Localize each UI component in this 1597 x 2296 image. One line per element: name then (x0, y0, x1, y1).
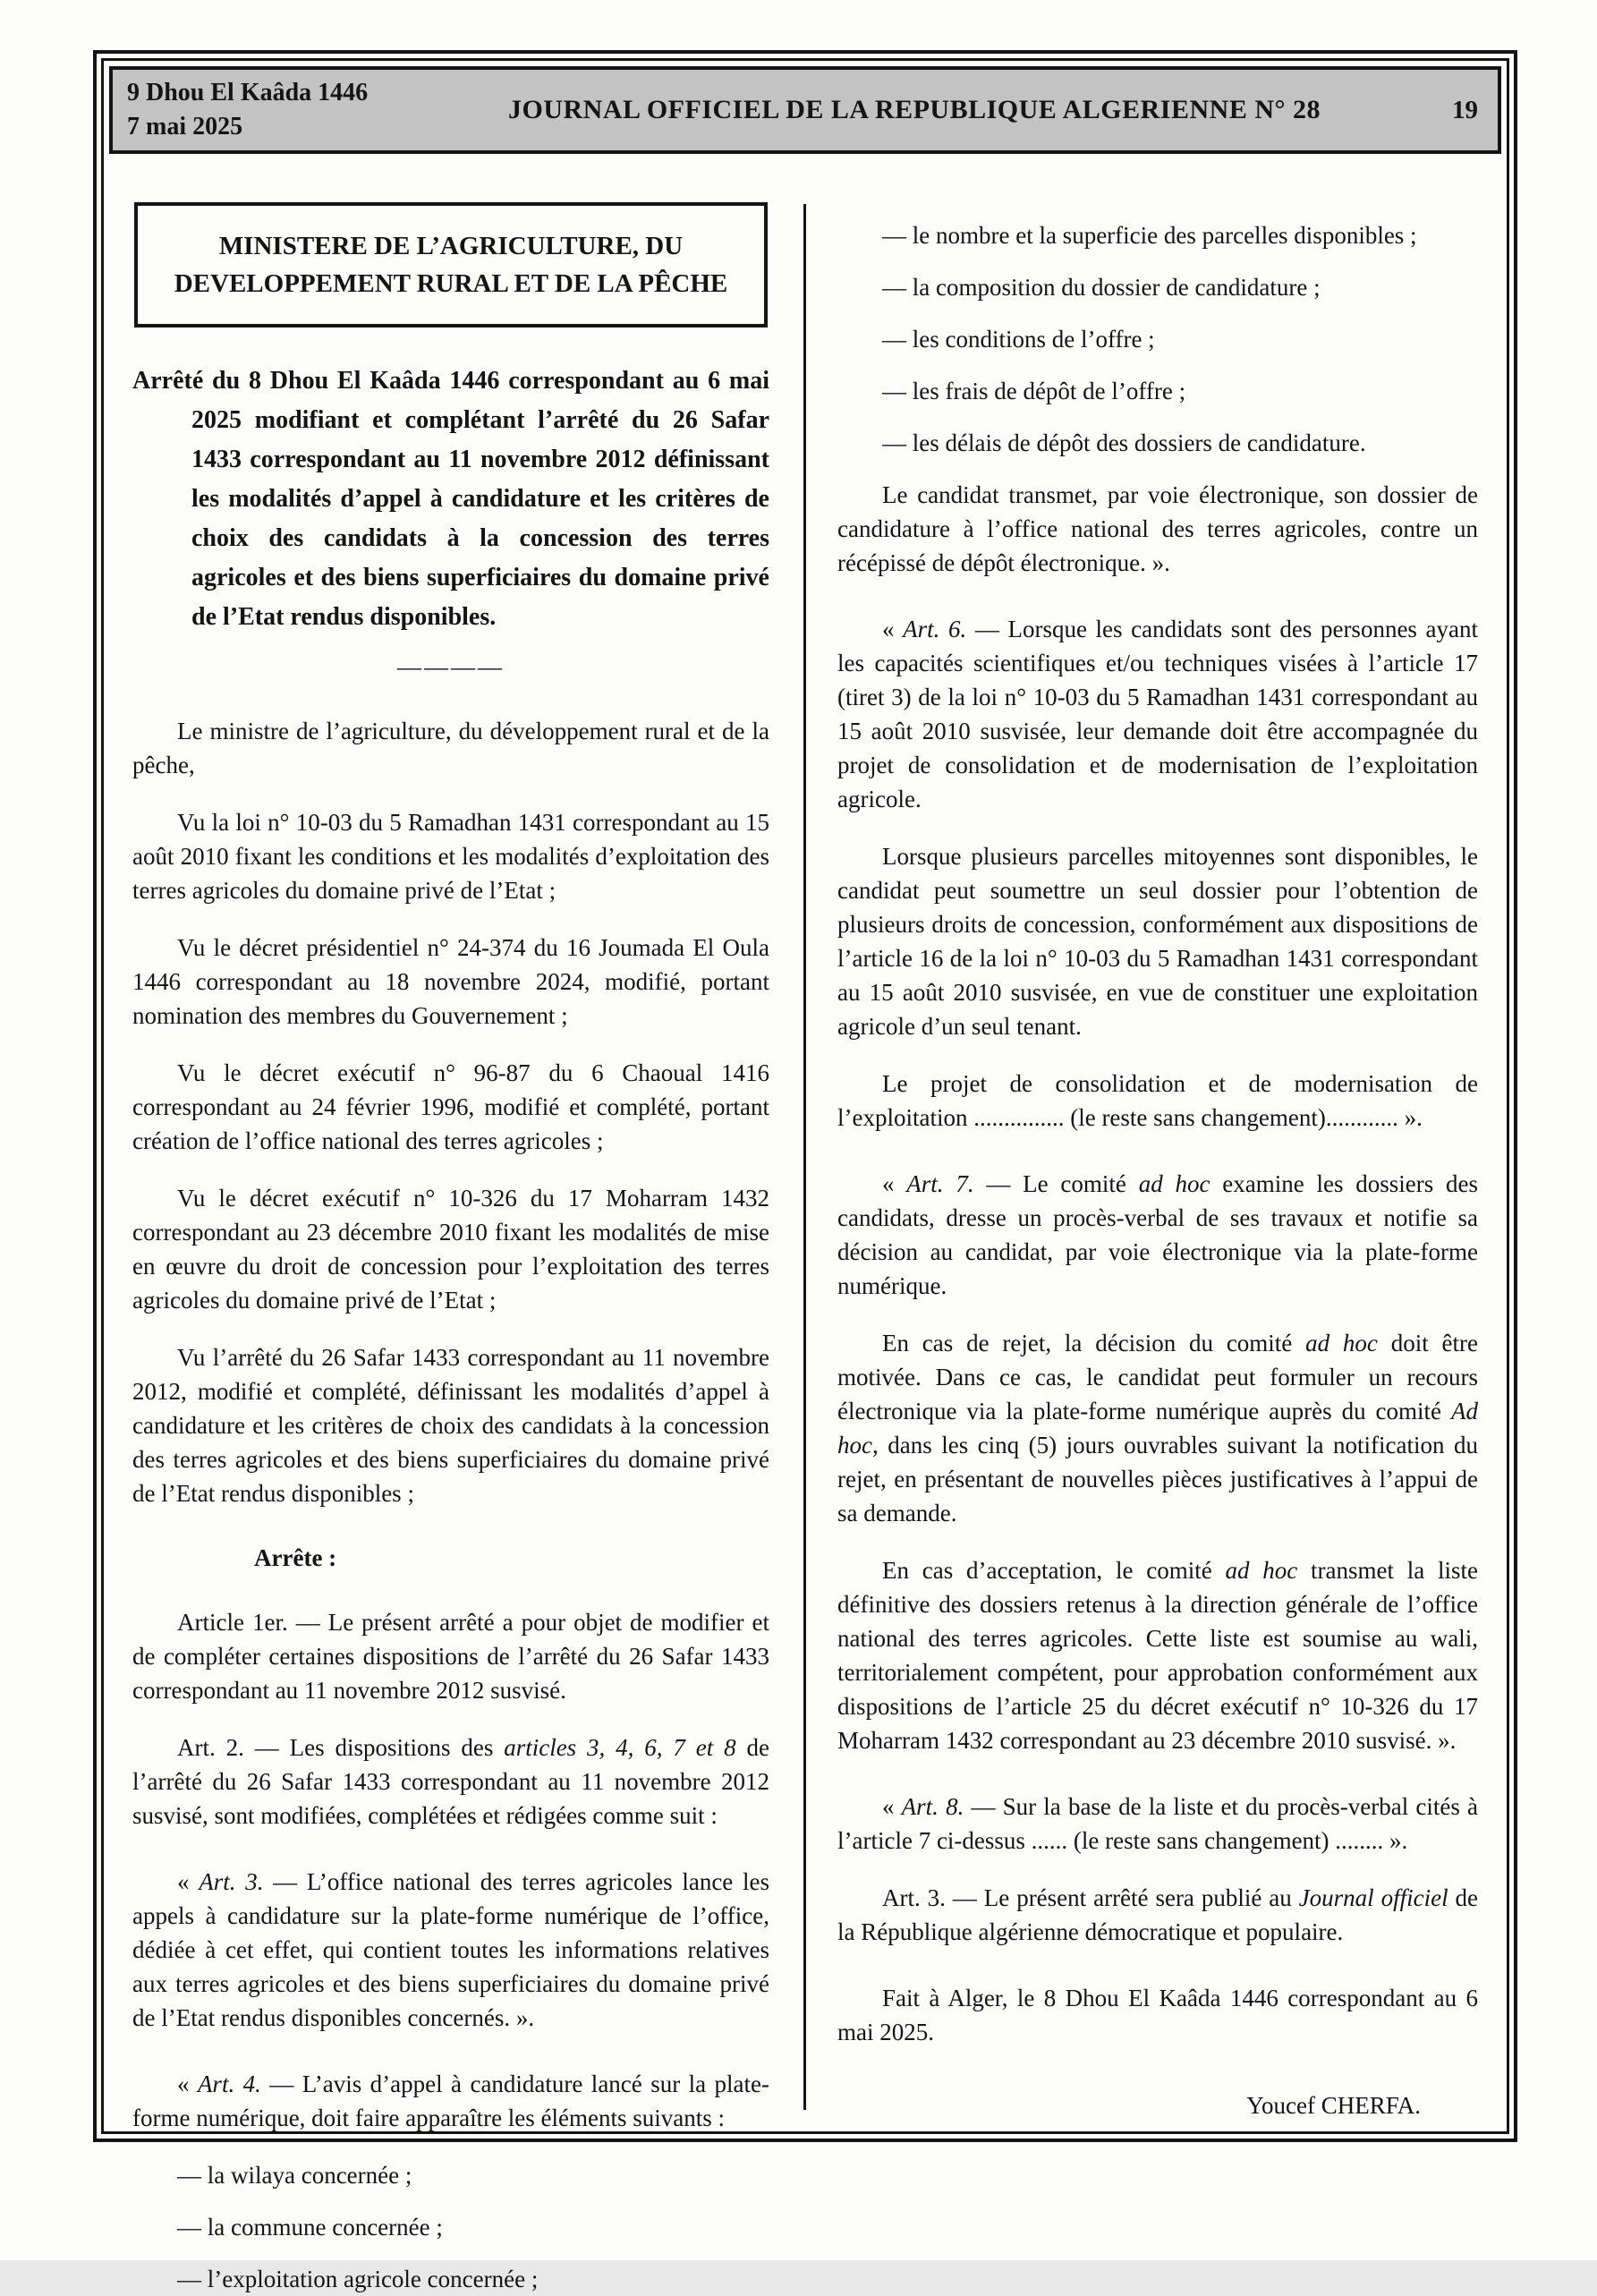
paragraph (837, 1067, 1478, 1135)
separator (132, 650, 769, 684)
text-segment: « (882, 616, 904, 642)
text-segment: « (177, 2071, 198, 2097)
signature (837, 2088, 1478, 2122)
text-segment: — les conditions de l’offre ; (882, 326, 1155, 353)
ministry-heading-line1: MINISTERE DE L’AGRICULTURE, DU (218, 232, 684, 260)
page-number: 19 (1452, 95, 1478, 124)
text-segment: Le ministre de l’agriculture, du développement rural et de la pêche, (132, 718, 769, 778)
left-column (132, 165, 769, 2292)
text-segment: Vu le décret exécutif n° 96-87 du 6 Chaoual 1416 correspondant au 24 février 1996, modifié et complété, portant création de l’office national des terres agricoles ; (132, 1059, 769, 1154)
header-date-hijri: 9 Dhou El Kaâda 1446 (127, 79, 369, 106)
text-segment: « (882, 1793, 902, 1820)
text-segment: Vu le décret présidentiel n° 24-374 du 16 Joumada El Oula 1446 correspondant au 18 novembre 2024, modifié, portant nomination des membres du Gouvernement ; (132, 934, 769, 1029)
paragraph (837, 612, 1478, 816)
right-column (837, 165, 1478, 2124)
paragraph (132, 2210, 769, 2244)
paragraph (132, 1056, 769, 1158)
text-segment: En cas de rejet, la décision du comité (882, 1330, 1306, 1356)
paragraph (132, 1865, 769, 2035)
arrete-heading (132, 1541, 769, 1575)
text-segment: ad hoc (1138, 1170, 1210, 1197)
text-segment: — Le comité (973, 1170, 1139, 1197)
text-segment: — Lorsque les candidats sont des personnes ayant les capacités scientifiques et/ou techniques visées à l’article 17 (tiret 3) de la loi n° 10-03 du 5 Ramadhan 1431 correspondant au 15 août 2010 susvisée, leur demande doit être accompagnée du projet de consolidation et de modernisation de l’exploitation agricole. (837, 616, 1479, 812)
paragraph (132, 805, 769, 907)
text-segment: Vu la loi n° 10-03 du 5 Ramadhan 1431 correspondant au 15 août 2010 fixant les conditions et les modalités d’exploitation des terres agricoles du domaine privé de l’Etat ; (132, 809, 769, 904)
paragraph (132, 931, 769, 1033)
paragraph (837, 270, 1478, 304)
text-segment: ad hoc (1225, 1557, 1298, 1584)
text-segment: de l’arrêté du 26 Safar 1433 correspondant au 11 novembre 2012 susvisé, sont modifiées, complétées et rédigées comme suit : (132, 1734, 769, 1829)
paragraph (837, 322, 1478, 356)
paragraph (132, 1181, 769, 1317)
text-segment: ad hoc (1305, 1330, 1378, 1356)
text-segment: Youcef CHERFA. (1246, 2092, 1421, 2119)
text-segment: « (177, 1868, 200, 1895)
header-dates (127, 76, 431, 144)
paragraph (837, 1790, 1478, 1858)
text-segment: — L’avis d’appel à candidature lancé sur la plate-forme numérique, doit faire apparaître les éléments suivants : (132, 2071, 769, 2131)
ministry-heading-line2: DEVELOPPEMENT RURAL ET DE LA PÊCHE (174, 269, 728, 298)
paragraph (132, 2067, 769, 2135)
text-segment: Art. 3. (199, 1868, 264, 1895)
text-segment: Le projet de consolidation et de modernisation de l’exploitation ............... (le reste sans changement)............ ». (837, 1070, 1478, 1131)
paragraph (837, 1881, 1478, 1949)
text-segment: Art. 3. — Le présent arrêté sera publié au (882, 1884, 1299, 1911)
text-segment: Article 1er. — Le présent arrêté a pour objet de modifier et de compléter certaines dispositions de l’arrêté du 26 Safar 1433 correspondant au 11 novembre 2012 susvisé. (132, 1609, 769, 1704)
paragraph (837, 1981, 1478, 2049)
text-segment: Vu le décret exécutif n° 10-326 du 17 Moharram 1432 correspondant au 23 décembre 2010 fixant les modalités de mise en œuvre du droit de concession pour l’exploitation des terres agricoles du domaine privé de l’Etat ; (132, 1185, 769, 1314)
text-segment: Lorsque plusieurs parcelles mitoyennes sont disponibles, le candidat peut soumettre un seul dossier pour l’obtention de plusieurs droits de concession, conformément aux dispositions de l’article 16 de la loi n° 10-03 du 5 Ramadhan 1431 correspondant au 15 août 2010 susvisée, en vue de constituer une exploitation agricole d’un seul tenant. (837, 843, 1478, 1040)
text-segment: — la commune concernée ; (177, 2214, 443, 2241)
header-date-gregorian: 7 mai 2025 (127, 113, 243, 140)
text-segment: — la composition du dossier de candidature ; (882, 274, 1321, 301)
paragraph (132, 1731, 769, 1833)
right-column-paragraphs (837, 218, 1478, 2122)
paragraph (837, 218, 1478, 252)
paragraph (132, 1605, 769, 1707)
text-segment: Vu l’arrêté du 26 Safar 1433 correspondant au 11 novembre 2012, modifié et complété, définissant les modalités d’appel à candidature et les critères de choix des candidats à la concession des terres agricoles et des biens superficiaires du domaine privé de l’Etat rendus disponibles ; (132, 1344, 769, 1507)
text-segment: transmet la liste définitive des dossiers retenus à la direction générale de l’office national des terres agricoles. Cette liste est soumise au wali, territorialement compétent, pour approbation conformément aux dispositions de l’article 25 du décret exécutif n° 10-326 du 17 Moharram 1432 correspondant au 23 décembre 2010 susvisé. ». (837, 1557, 1479, 1754)
paragraph (837, 426, 1478, 460)
page-frame-inner (101, 58, 1509, 2292)
text-segment: articles 3, 4, 6, 7 et 8 (504, 1734, 736, 1761)
text-segment: Arrêté du 8 Dhou El Kaâda 1446 correspondant au 6 mai 2025 modifiant et complétant l’arrêté du 26 Safar 1433 correspondant au 11 novembre 2012 définissant les modalités d’appel à candidature et les critères de choix des candidats à la concession des terres agricoles et des biens superficiaires du domaine privé de l’Etat rendus disponibles. (132, 367, 769, 631)
paragraph (837, 478, 1478, 580)
text-segment: Art. 4. (197, 2071, 261, 2097)
paragraph (837, 1326, 1478, 1530)
header-band (109, 66, 1501, 154)
text-segment: — Sur la base de la liste et du procès-verbal cités à l’article 7 ci-dessus ...... (le reste sans changement) ........ ». (837, 1793, 1478, 1854)
paragraph (132, 2158, 769, 2192)
page-frame (93, 50, 1517, 2292)
text-segment: « (882, 1170, 907, 1197)
text-segment: ———— (397, 653, 505, 680)
text-segment: examine les dossiers des candidats, dresse un procès-verbal de ses travaux et notifie sa décision au candidat, par voie électronique via la plate-forme numérique. (837, 1170, 1479, 1299)
text-segment: — les délais de dépôt des dossiers de candidature. (882, 429, 1366, 456)
journal-title: JOURNAL OFFICIEL DE LA REPUBLIQUE ALGERIENNE N° 28 (508, 95, 1321, 124)
text-segment: Ad hoc (837, 1398, 1478, 1458)
text-segment: Le candidat transmet, par voie électronique, son dossier de candidature à l’office national des terres agricoles, contre un récépissé de dépôt électronique. ». (837, 481, 1478, 576)
text-segment: doit être motivée. Dans ce cas, le candidat peut formuler un recours électronique via la plate-forme numérique auprès du comité (837, 1330, 1478, 1424)
text-segment: — les frais de dépôt de l’offre ; (882, 378, 1186, 404)
text-segment: Art. 6. (903, 616, 967, 642)
paragraph (132, 1340, 769, 1510)
text-segment: — L’office national des terres agricoles lance les appels à candidature sur la plate-forme numérique de l’office, dédiée à cet effet, qui contient toutes les informations relatives aux terres agricoles et des biens superficiaires du domaine privé de l’Etat rendus disponibles concernés. ». (132, 1868, 769, 2031)
column-divider (803, 204, 806, 2110)
text-segment: Art. 7. (906, 1170, 974, 1197)
text-segment: — l’exploitation agricole concernée ; (177, 2266, 539, 2292)
paragraph (837, 1167, 1478, 1303)
text-segment: Arrête : (254, 1544, 337, 1571)
decree-title (132, 361, 769, 637)
text-segment: Art. 2. — Les dispositions des (177, 1734, 505, 1761)
paragraph (132, 714, 769, 782)
text-segment: — la wilaya concernée ; (177, 2162, 412, 2189)
text-segment: Fait à Alger, le 8 Dhou El Kaâda 1446 correspondant au 6 mai 2025. (837, 1985, 1478, 2045)
paragraph (837, 374, 1478, 408)
left-column-paragraphs (132, 361, 769, 2296)
text-segment: Journal officiel (1298, 1884, 1448, 1911)
text-segment: Art. 8. (901, 1793, 964, 1820)
text-segment: de la République algérienne démocratique et populaire. (837, 1884, 1479, 1945)
content-area (109, 165, 1501, 2292)
ministry-heading-box (134, 202, 768, 327)
text-segment: , dans les cinq (5) jours ouvrables suivant la notification du rejet, en présentant de nouvelles pièces justificatives à l’appui de sa demande. (837, 1432, 1478, 1526)
paragraph (132, 2262, 769, 2296)
paragraph (837, 1553, 1478, 1757)
text-segment: — le nombre et la superficie des parcelles disponibles ; (882, 222, 1417, 249)
paragraph (837, 839, 1478, 1043)
text-segment: En cas d’acceptation, le comité (882, 1557, 1226, 1584)
